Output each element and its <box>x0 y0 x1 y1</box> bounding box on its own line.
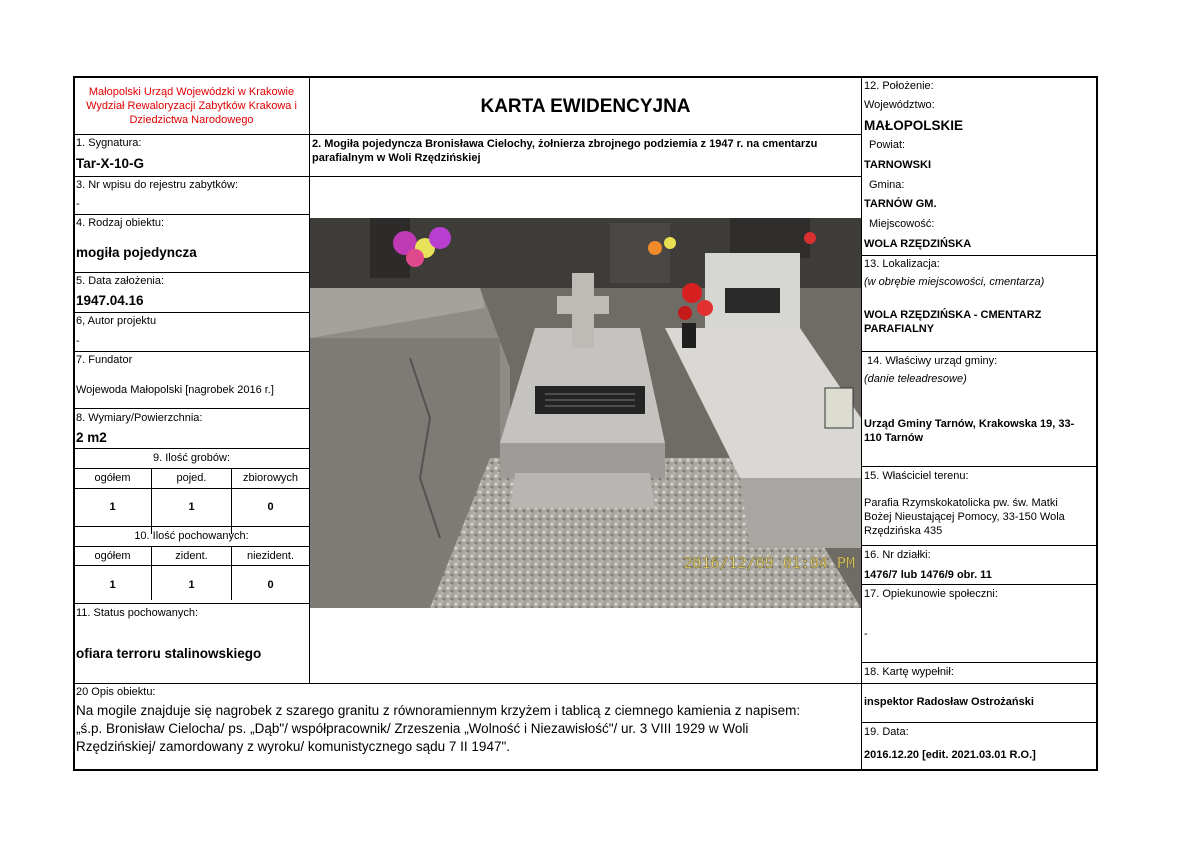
opiekunowie-label: 17. Opiekunowie społeczni: <box>864 588 998 600</box>
grobow-header: pojed. <box>176 472 207 484</box>
divider <box>74 565 309 566</box>
pochowanych-label: 10. Ilość pochowanych: <box>134 530 249 542</box>
grave-photo <box>310 218 861 608</box>
wlasciciel-value: Bożej Nieustającej Pomocy, 33-150 Wola <box>864 511 1065 523</box>
divider <box>861 77 862 770</box>
nr-wpisu-label: 3. Nr wpisu do rejestru zabytków: <box>76 179 239 191</box>
grobow-value: 0 <box>267 501 274 513</box>
divider <box>74 176 309 177</box>
data-zalozenia-value: 1947.04.16 <box>76 293 144 308</box>
wlasciciel-value: Rzędzińska 435 <box>864 525 943 537</box>
lokalizacja-hint: (w obrębie miejscowości, cmentarza) <box>864 276 1045 288</box>
divider <box>861 662 1096 663</box>
divider <box>74 272 309 273</box>
fundator-value: Wojewoda Małopolski [nagrobek 2016 r.] <box>76 384 274 396</box>
pochowanych-value: 1 <box>188 579 195 591</box>
divider <box>861 722 1096 723</box>
data-zalozenia-label: 5. Data założenia: <box>76 275 165 287</box>
opis-label: 20 Opis obiektu: <box>76 686 156 698</box>
divider <box>74 351 309 352</box>
divider <box>74 683 1096 684</box>
wypelnil-label: 18. Kartę wypełnił: <box>864 666 954 678</box>
grobow-label: 9. Ilość grobów: <box>152 452 231 464</box>
divider <box>74 603 309 604</box>
autor-label: 6, Autor projektu <box>76 315 157 327</box>
divider <box>861 255 1096 256</box>
divider <box>74 468 309 469</box>
lokalizacja-value: WOLA RZĘDZIŃSKA - CMENTARZ <box>864 309 1042 321</box>
dzialki-value: 1476/7 lub 1476/9 obr. 11 <box>864 569 992 581</box>
divider <box>861 466 1096 467</box>
divider <box>74 408 309 409</box>
fundator-label: 7. Fundator <box>76 354 133 366</box>
status-label: 11. Status pochowanych: <box>76 607 199 619</box>
status-value: ofiara terroru stalinowskiego <box>76 646 262 661</box>
powiat-value: TARNOWSKI <box>864 159 932 171</box>
institution-line: Małopolski Urząd Wojewódzki w Krakowie <box>88 86 295 98</box>
opis-line: Rzędzińskiej/ zamordowany z wyroku/ komunistycznego sądu 7 II 1947". <box>76 739 510 754</box>
data-label: 19. Data: <box>864 726 909 738</box>
pochowanych-value: 1 <box>109 579 116 591</box>
wojewodztwo-label: Województwo: <box>864 99 935 111</box>
grobow-value: 1 <box>109 501 116 513</box>
lokalizacja-label: 13. Lokalizacja: <box>864 258 940 270</box>
object-title: parafialnym w Woli Rzędzińskiej <box>312 152 481 164</box>
opis-line: „ś.p. Bronisław Cielocha/ ps. „Dąb"/ współpracownik/ Zrzeszenia „Wolność i Niezawisłość"/ ur. 3 VIII 1929 w Woli <box>76 721 749 736</box>
wypelnil-value: inspektor Radosław Ostrożański <box>864 696 1034 708</box>
powiat-label: Powiat: <box>869 139 906 151</box>
urzad-label: 14. Właściwy urząd gminy: <box>867 355 998 367</box>
lokalizacja-value: PARAFIALNY <box>864 323 935 335</box>
opis-line: Na mogile znajduje się nagrobek z szarego granitu z równoramiennym krzyżem i tablicą z ciemnego kamienia z napisem: <box>76 703 801 718</box>
divider <box>74 488 309 489</box>
miejscowosc-label: Miejscowość: <box>869 218 935 230</box>
object-title: 2. Mogiła pojedyncza Bronisława Cielochy, żołnierza zbrojnego podziemia z 1947 r. na cmentarzu <box>312 138 818 150</box>
grobow-value: 1 <box>188 501 195 513</box>
divider <box>861 545 1096 546</box>
pochowanych-header: zident. <box>175 550 208 562</box>
pochowanych-value: 0 <box>267 579 274 591</box>
institution-line: Dziedzictwa Narodowego <box>129 114 254 126</box>
data-value: 2016.12.20 [edit. 2021.03.01 R.O.] <box>864 749 1036 761</box>
grobow-header: ogółem <box>94 472 131 484</box>
urzad-value: 110 Tarnów <box>864 432 924 444</box>
photo-timestamp: 2016/12/09 01:04 PM <box>683 554 855 572</box>
pochowanych-header: niezident. <box>246 550 295 562</box>
gmina-value: TARNÓW GM. <box>864 198 937 210</box>
wymiary-label: 8. Wymiary/Powierzchnia: <box>76 412 203 424</box>
institution-line: Wydział Rewaloryzacji Zabytków Krakowa i <box>86 100 297 112</box>
divider <box>74 448 309 449</box>
rodzaj-value: mogiła pojedyncza <box>76 245 197 260</box>
polozenie-label: 12. Położenie: <box>864 80 934 92</box>
divider <box>309 134 861 135</box>
wojewodztwo-value: MAŁOPOLSKIE <box>864 118 964 133</box>
divider <box>861 584 1096 585</box>
page-title: KARTA EWIDENCYJNA <box>480 96 691 117</box>
nr-wpisu-value: - <box>76 198 80 210</box>
divider <box>74 546 309 547</box>
miejscowosc-value: WOLA RZĘDZIŃSKA <box>864 238 972 250</box>
wlasciciel-value: Parafia Rzymskokatolicka pw. św. Matki <box>864 497 1058 509</box>
divider <box>861 351 1096 352</box>
wymiary-value: 2 m2 <box>76 430 107 445</box>
divider <box>74 214 309 215</box>
sygnatura-value: Tar-X-10-G <box>76 156 145 171</box>
divider <box>74 134 309 135</box>
autor-value: - <box>76 335 80 347</box>
sygnatura-label: 1. Sygnatura: <box>76 137 142 149</box>
wlasciciel-label: 15. Właściciel terenu: <box>864 470 969 482</box>
rodzaj-label: 4. Rodzaj obiektu: <box>76 217 165 229</box>
urzad-value: Urząd Gminy Tarnów, Krakowska 19, 33- <box>864 418 1075 430</box>
divider <box>74 526 309 527</box>
opiekunowie-value: - <box>864 628 868 640</box>
pochowanych-header: ogółem <box>94 550 131 562</box>
divider <box>309 176 861 177</box>
dzialki-label: 16. Nr działki: <box>864 549 931 561</box>
divider <box>74 312 309 313</box>
gmina-label: Gmina: <box>869 179 905 191</box>
urzad-hint: (danie teleadresowe) <box>864 373 967 385</box>
grobow-header: zbiorowych <box>242 472 299 484</box>
